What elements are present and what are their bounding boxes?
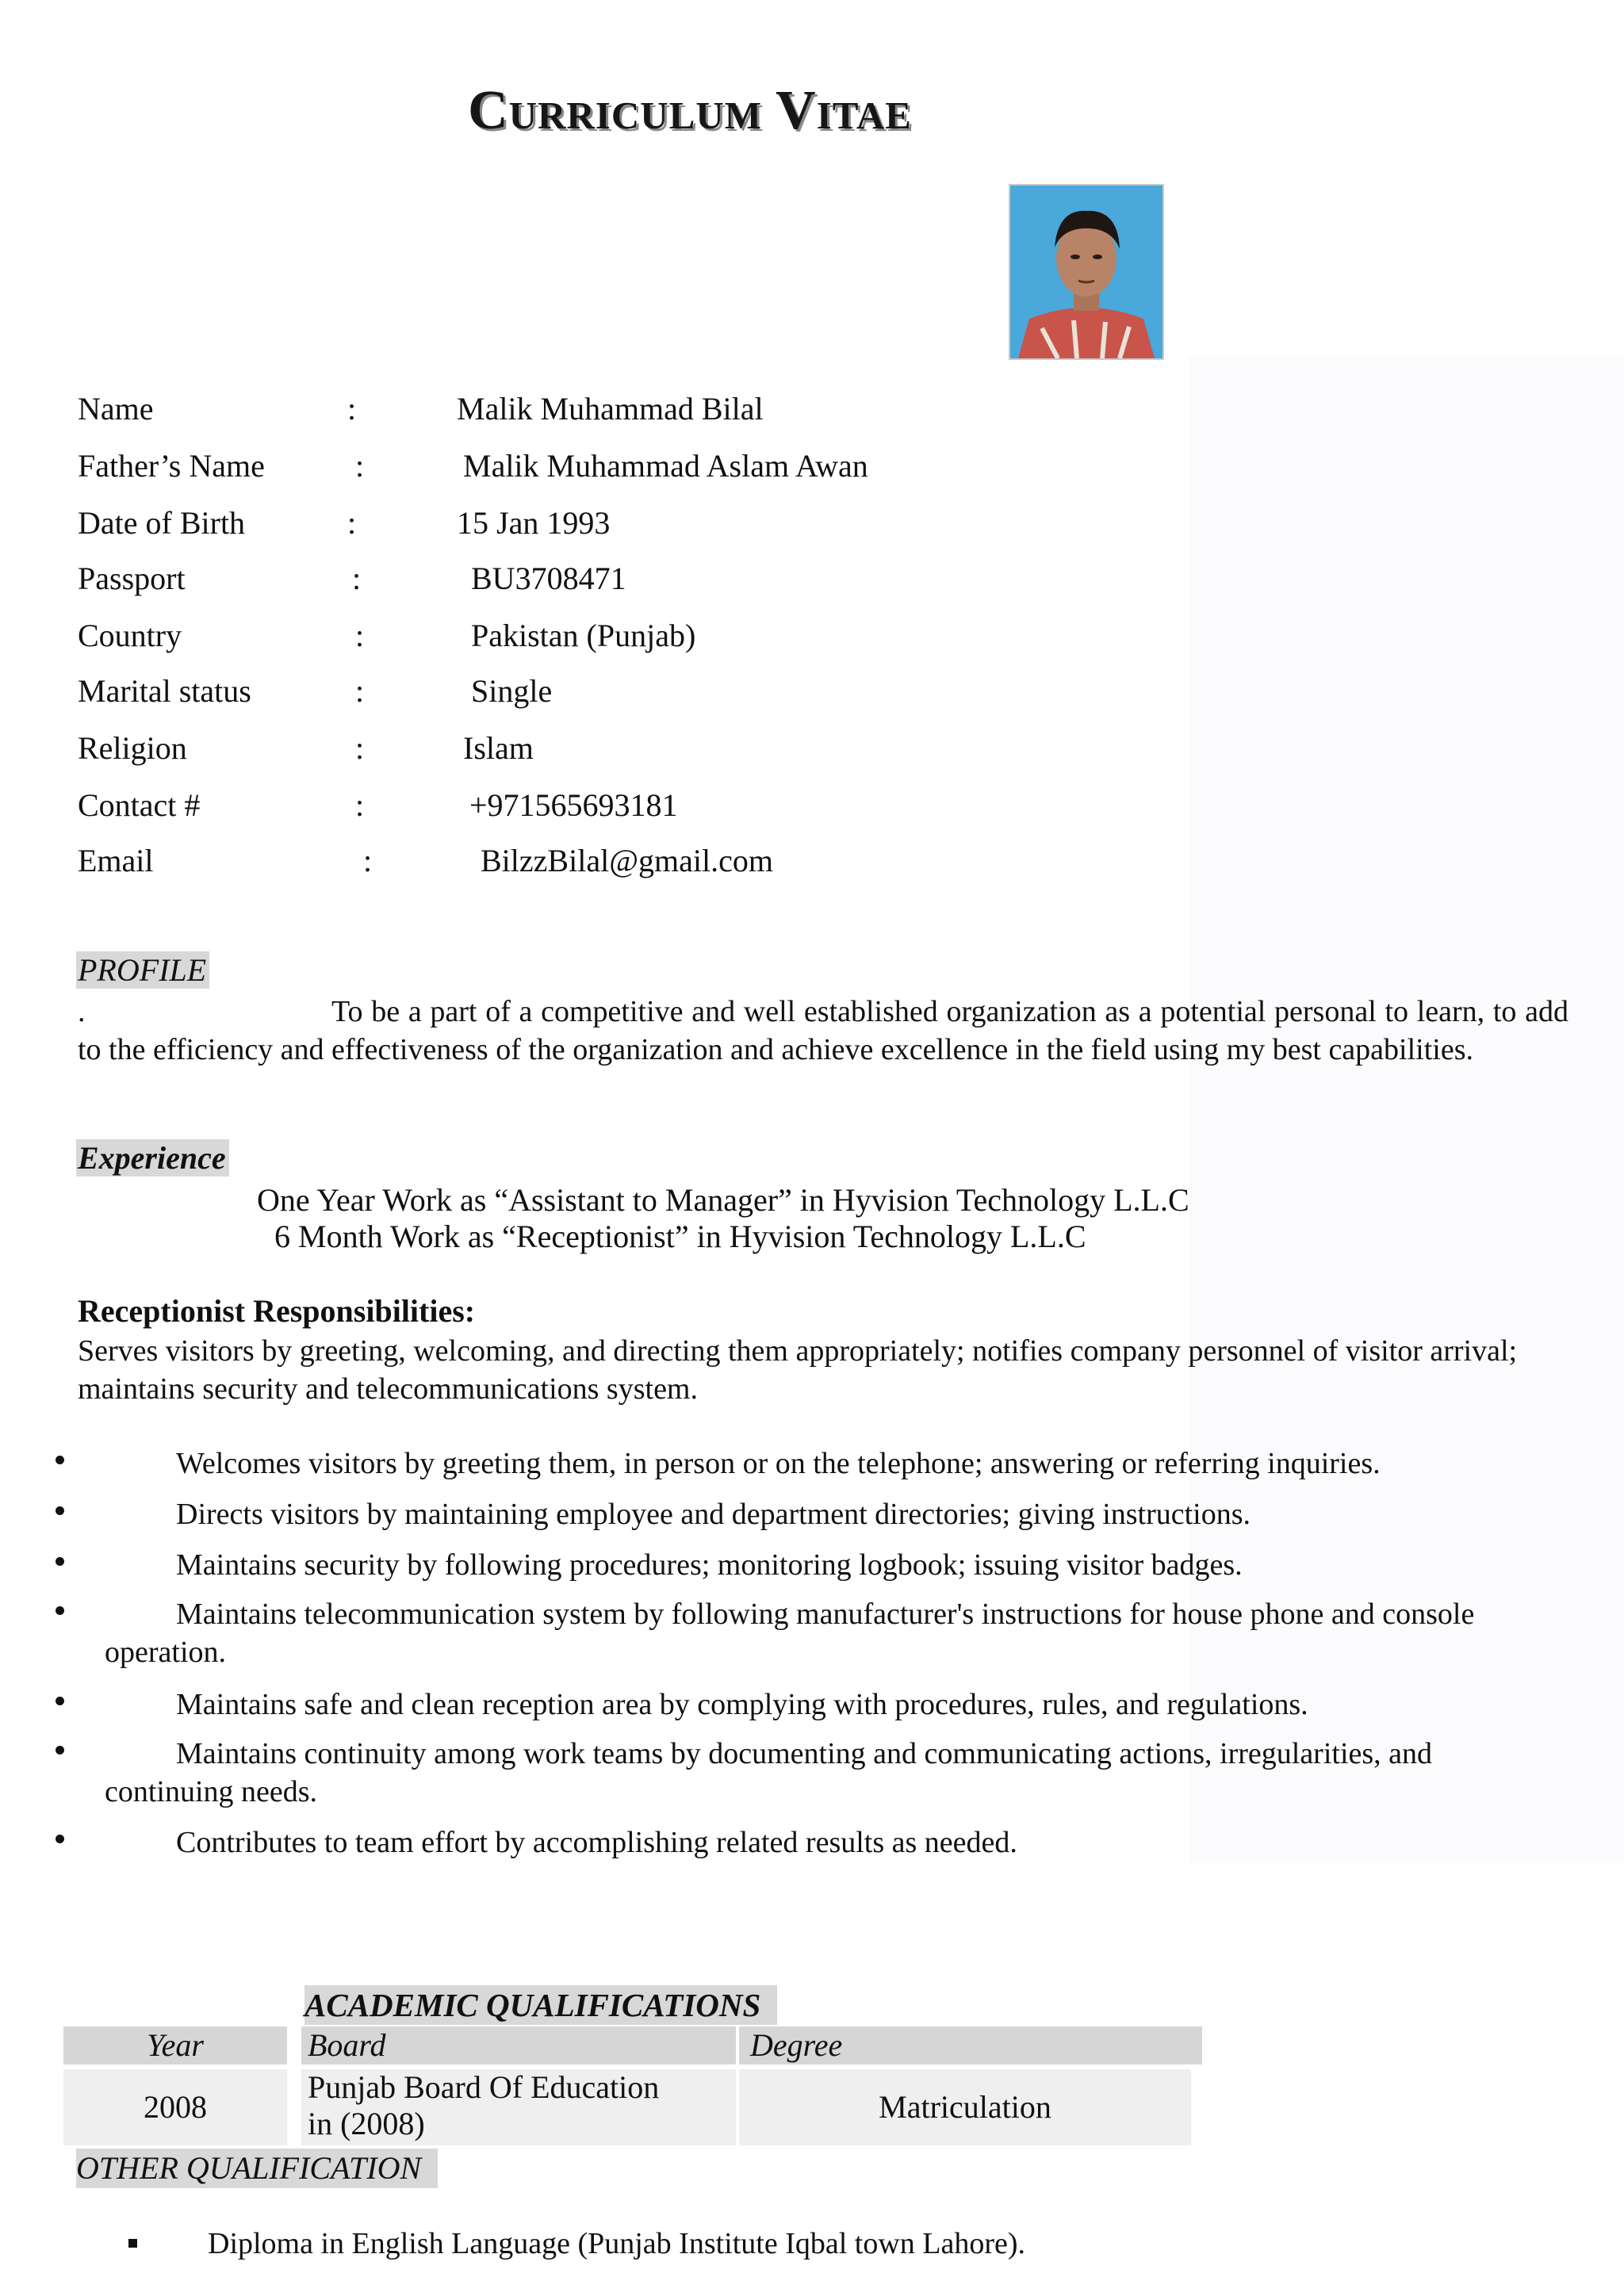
info-row-date-of-birth <box>78 504 1029 561</box>
document-title: Curriculum Vitae <box>468 80 912 141</box>
info-colon: : <box>352 561 362 596</box>
bullet-icon <box>56 1606 64 1615</box>
experience-item: One Year Work as “Assistant to Manager” in Hyvision Technology L.L.C <box>257 1182 1189 1218</box>
info-row-email <box>78 842 1029 899</box>
profile-photo <box>1009 184 1164 360</box>
profile-section <box>78 993 1568 1069</box>
info-value: BilzzBilal@gmail.com <box>481 843 773 878</box>
info-label: Father’s Name <box>78 448 265 484</box>
info-colon: : <box>347 505 357 541</box>
board-line: Punjab Board Of Education <box>308 2069 660 2105</box>
info-label: Religion <box>78 730 187 766</box>
bullet-icon <box>56 1456 64 1464</box>
bullet-icon <box>56 1506 64 1515</box>
info-value: Islam <box>463 730 534 766</box>
duty-text: Directs visitors by maintaining employee and department directories; giving instructions. <box>176 1498 1251 1531</box>
responsibilities-intro: Serves visitors by greeting, welcoming, and directing them appropriately; notifies company personnel of visitor arrival; maintains security and telecommunications system. <box>78 1334 1518 1406</box>
info-value: +971565693181 <box>469 787 678 823</box>
info-label: Name <box>78 391 154 427</box>
info-label: Email <box>78 843 154 878</box>
bullet-icon <box>56 1835 64 1843</box>
info-value: 15 Jan 1993 <box>457 505 611 541</box>
duty-text: Maintains continuity among work teams by documenting and communicating actions, irregularities, and continuing needs. <box>105 1737 1433 1808</box>
info-value: Single <box>471 673 553 709</box>
profile-text: To be a part of a competitive and well established organization as a potential personal to learn, to add to the efficiency and effectiveness of the organization and achieve excellence in the field using my best capabilities. <box>78 995 1568 1066</box>
table-cell-degree: Matriculation <box>739 2069 1191 2145</box>
bullet-icon <box>56 1557 64 1566</box>
table-header-degree: Degree <box>739 2026 1202 2064</box>
info-row-religion <box>78 729 1029 786</box>
info-colon: : <box>355 787 365 823</box>
bullet-icon <box>56 1697 64 1705</box>
info-label: Marital status <box>78 673 251 709</box>
info-colon: : <box>347 391 357 427</box>
duty-text: Maintains security by following procedures; monitoring logbook; issuing visitor badges. <box>176 1548 1243 1582</box>
duty-text: Welcomes visitors by greeting them, in person or on the telephone; answering or referring inquiries. <box>176 1447 1381 1480</box>
info-row-father-name <box>78 447 1029 504</box>
info-colon: : <box>355 730 365 766</box>
experience-heading: Experience <box>76 1139 229 1177</box>
info-row-contact <box>78 786 1029 844</box>
square-bullet-icon <box>128 2239 137 2248</box>
info-row-country <box>78 617 1029 674</box>
info-label: Passport <box>78 561 186 596</box>
bullet-icon <box>56 1746 64 1755</box>
info-colon: : <box>355 618 365 653</box>
experience-item: 6 Month Work as “Receptionist” in Hyvision Technology L.L.C <box>274 1219 1086 1254</box>
info-value: BU3708471 <box>471 561 626 596</box>
board-line: in (2008) <box>308 2106 425 2141</box>
duty-text: Maintains safe and clean reception area by complying with procedures, rules, and regulations. <box>176 1688 1308 1721</box>
other-qualification-text: Diploma in English Language (Punjab Institute Iqbal town Lahore). <box>208 2227 1026 2260</box>
info-label: Country <box>78 618 182 653</box>
other-qualification-heading: OTHER QUALIFICATION <box>76 2149 438 2188</box>
table-header-board: Board <box>301 2026 736 2064</box>
info-colon: : <box>355 673 365 709</box>
table-cell-year: 2008 <box>63 2069 287 2145</box>
table-header-year: Year <box>63 2026 287 2064</box>
duty-text: Maintains telecommunication system by following manufacturer's instructions for house phone and console operation. <box>105 1598 1475 1669</box>
info-colon: : <box>363 843 373 878</box>
info-value: Malik Muhammad Aslam Awan <box>463 448 868 484</box>
info-row-passport <box>78 560 1029 617</box>
info-colon: : <box>355 448 365 484</box>
info-label: Date of Birth <box>78 505 246 541</box>
table-cell-board <box>301 2069 736 2145</box>
responsibilities-heading: Receptionist Responsibilities: <box>78 1293 476 1329</box>
info-row-marital-status <box>78 672 1029 729</box>
academic-heading: ACADEMIC QUALIFICATIONS <box>304 1985 777 2025</box>
duty-text: Contributes to team effort by accomplishing related results as needed. <box>176 1826 1017 1859</box>
info-value: Malik Muhammad Bilal <box>457 391 764 427</box>
profile-dot: . <box>78 995 86 1028</box>
profile-heading: PROFILE <box>76 951 209 989</box>
info-value: Pakistan (Punjab) <box>471 618 696 653</box>
info-label: Contact # <box>78 787 201 823</box>
info-row-name <box>78 390 1029 447</box>
